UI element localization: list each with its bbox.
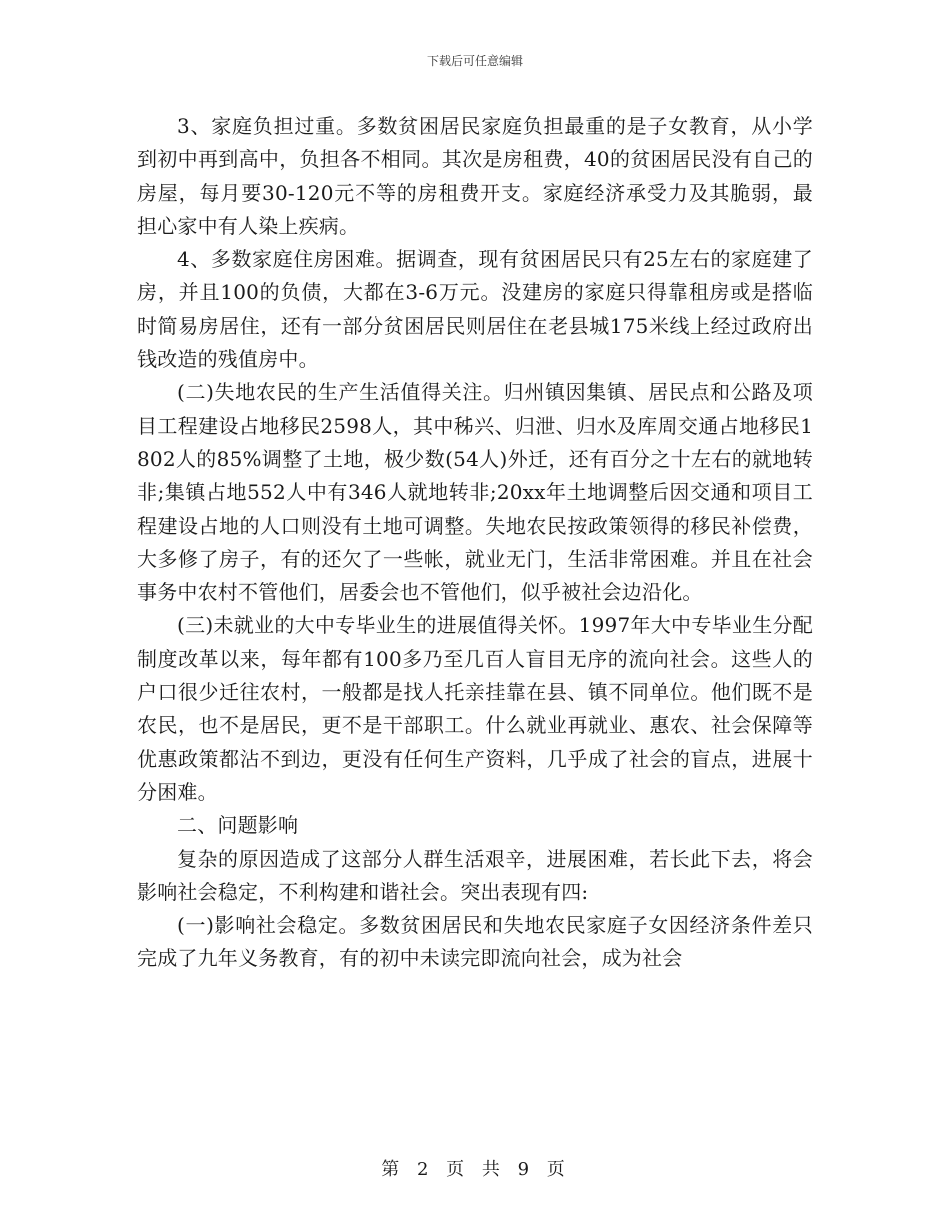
section-heading-problem-impact: 二、问题影响 [177, 813, 299, 838]
paragraph-landless-farmers: (二)失地农民的生产生活值得关注。归州镇因集镇、居民点和公路及项目工程建设占地移民2598人，其中秭兴、归泄、归水及库周交通占地移民1802人的85%调整了土地，极少数(54人)外迁，还有百分之十左右的就地转非;集镇占地552人中有346人就地转非;20xx年土地调整后因交通和项目工程建设占地的人口则没有土地可调整。失地农民按政策领得的移民补偿费，大多修了房子，有的还欠了一些帐，就业无门，生活非常困难。并且在社会事务中农村不管他们，居委会也不管他们，似乎被社会边沿化。 [137, 380, 813, 605]
page-header-note: 下载后可任意编辑 [426, 54, 523, 68]
page-number: 第 2 页 共 9 页 [381, 1159, 569, 1180]
paragraph-social-stability: (一)影响社会稳定。多数贫困居民和失地农民家庭子女因经济条件差只完成了九年义务教育，有的初中未读完即流向社会，成为社会 [137, 913, 813, 971]
document-body [137, 110, 813, 976]
paragraph-unemployed-graduates: (三)未就业的大中专毕业生的进展值得关怀。1997年大中专毕业生分配制度改革以来，每年都有100多乃至几百人盲目无序的流向社会。这些人的户口很少迁往农村，一般都是找人托亲挂靠在县、镇不同单位。他们既不是农民，也不是居民，更不是干部职工。什么就业再就业、惠农、社会保障等优惠政策都沾不到边，更没有任何生产资料，几乎成了社会的盲点，进展十分困难。 [137, 613, 813, 804]
paragraph-impact-intro: 复杂的原因造成了这部分人群生活艰辛，进展困难，若长此下去，将会影响社会稳定，不利构建和谐社会。突出表现有四: [137, 846, 813, 904]
paragraph-housing-difficulty: 4、多数家庭住房困难。据调查，现有贫困居民只有25左右的家庭建了房，并且100的负债，大都在3-6万元。没建房的家庭只得靠租房或是搭临时简易房居住，还有一部分贫困居民则居住在老县城175米线上经过政府出钱改造的残值房中。 [137, 247, 813, 372]
paragraph-family-burden: 3、家庭负担过重。多数贫困居民家庭负担最重的是子女教育，从小学到初中再到高中，负担各不相同。其次是房租费，40的贫困居民没有自己的房屋，每月要30-120元不等的房租费开支。家庭经济承受力及其脆弱，最担心家中有人染上疾病。 [137, 114, 813, 238]
